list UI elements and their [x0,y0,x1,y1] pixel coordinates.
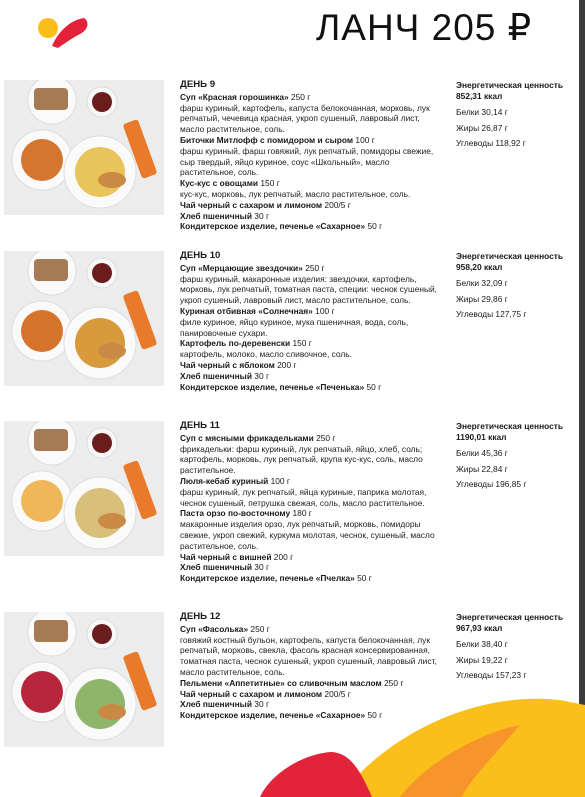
day-title: ДЕНЬ 9 [180,79,216,90]
dish-line [180,552,442,563]
nutrition-panel [456,80,581,154]
dish-line [180,135,442,146]
dish-line [180,382,442,393]
dish-line [180,699,442,710]
energy-value: Энергетическая ценность 1190,01 ккал [456,421,564,442]
brand-logo-icon [36,12,92,50]
dish-name: Кондитерское изделие, печенье «Пчелка» [180,573,355,584]
dish-weight: 30 г [251,562,269,573]
dish-ingredients: филе куриное, яйцо куриное, мука пшеничная, вода, соль, панировочные сухари. [180,316,409,338]
dish-ingredients: картофель, молоко, масло сливочное, соль. [180,349,352,360]
dish-name: Паста орзо по-восточному [180,508,291,519]
dish-line [180,562,442,573]
meal-photo [4,421,164,556]
dish-weight: 150 г [258,178,280,189]
dish-ingredients: фрикадельки: фарш куриный, лук репчатый, яйцо, хлеб, соль; картофель, морковь, лук репчатый, крупа кус-кус, соль, масло растительное. [180,443,423,476]
dish-weight: 200/5 г [322,688,351,699]
dish-line [180,178,442,189]
nutrition-panel [456,612,581,686]
meal-photo [4,80,164,215]
dish-line [180,689,442,700]
meal-photo [4,612,164,747]
dish-weight: 100 г [353,134,375,145]
carbs-value: Углеводы 157,23 г [456,670,527,681]
dish-name: Куриная отбивная «Солнечная» [180,305,313,316]
menu-list [180,421,442,584]
dish-name: Пельмени «Аппетитные» со сливочным маслом [180,677,382,688]
dish-name: Чай черный с яблоком [180,359,275,370]
protein-value: Белки 45,36 г [456,448,508,459]
dish-line [180,476,442,487]
menu-list [180,612,442,721]
dish-line [180,371,442,382]
day-title: ДЕНЬ 10 [180,250,221,261]
dish-line [180,263,442,274]
protein-value: Белки 30,14 г [456,107,508,118]
dish-ingredients: макаронные изделия орзо, лук репчатый, морковь, помидоры свежие, укроп свежий, куркума молотая, чеснок, сушеный, масло растительное, соль. [180,519,435,551]
dish-ingredients: фарш куриный, макаронные изделия: звездочки, картофель, морковь, лук репчатый, томатная паста, специи: чеснок сушеный, укроп сушеный, лавровый лист, масло растительное, соль. [180,273,438,306]
protein-value: Белки 32,09 г [456,278,508,289]
dish-name: Хлеб пшеничный [180,699,252,710]
dish-weight: 250 г [302,262,325,273]
energy-value: Энергетическая ценность 958,20 ккал [456,251,564,272]
energy-value: Энергетическая ценность 967,93 ккал [456,612,564,633]
nutrition-panel [456,251,581,325]
dish-weight: 200 г [271,551,294,562]
carbs-value: Углеводы 118,92 г [456,138,526,149]
dish-weight: 30 г [251,210,269,221]
dish-line [180,624,442,635]
dish-weight: 100 г [268,475,290,486]
dish-weight: 30 г [251,699,269,710]
dish-weight: 50 г [364,381,382,392]
dish-weight: 100 г [312,305,335,316]
dish-weight: 180 г [290,508,312,519]
meal-photo [4,251,164,386]
dish-line [180,710,442,721]
carbs-value: Углеводы 127,75 г [456,309,527,320]
page-title: ЛАНЧ 205 ₽ [316,7,533,48]
dish-weight: 200/5 г [322,199,351,210]
dish-weight: 250 г [313,432,336,443]
nutrition-panel [456,421,581,495]
dish-line [180,306,442,317]
dish-name: Чай черный с вишней [180,551,272,562]
day-title: ДЕНЬ 12 [180,611,221,622]
dish-line [180,360,442,371]
dish-line [180,221,442,232]
dish-name: Кондитерское изделие, печенье «Сахарное» [180,710,366,721]
dish-ingredients: говяжий костный бульон, картофель, капуста белокочанная, лук репчатый, морковь, свекла, фасоль красная консервированная, томатная паста, чеснок сушеный, укроп сушеный, лавровый лист, масло растительное, соль. [180,634,437,677]
dish-weight: 200 г [274,359,297,370]
dish-ingredients: фарш куриный, фарш говяжий, лук репчатый, помидоры свежие, сыр твердый, яйцо куриное, соус «Школьный», масло растительное, соль. [180,145,434,178]
dish-name: Суп «Мерцающие звездочки» [180,262,303,273]
dish-name: Кондитерское изделие, печенье «Сахарное» [180,221,366,232]
fat-value: Жиры 22,84 г [456,463,508,474]
dish-line [180,200,442,211]
dish-line [180,433,442,444]
dish-name: Картофель по-деревенски [180,338,291,349]
carbs-value: Углеводы 196,85 г [456,479,527,490]
dish-name: Хлеб пшеничный [180,370,252,381]
menu-list [180,251,442,392]
dish-line [180,92,442,103]
fat-value: Жиры 19,22 г [456,654,508,665]
protein-value: Белки 38,40 г [456,639,508,650]
dish-name: Суп «Фасолька» [180,623,249,634]
dish-weight: 250 г [288,91,311,102]
dish-name: Суп «Красная горошинка» [180,91,289,102]
menu-list [180,80,442,232]
dish-line [180,678,442,689]
dish-line [180,338,442,349]
fat-value: Жиры 29,86 г [456,293,508,304]
dish-weight: 50 г [354,573,372,584]
dish-weight: 50 г [365,710,383,721]
dish-ingredients: кус-кус, морковь, лук репчатый, масло растительное, соль. [180,188,411,199]
dish-name: Чай черный с сахаром и лимоном [180,688,323,699]
dish-weight: 50 г [365,221,383,232]
fat-value: Жиры 26,87 г [456,122,508,133]
dish-name: Суп с мясными фрикадельками [180,432,314,443]
dish-ingredients: фарш куриный, лук репчатый, яйца куриные, паприка молотая, чеснок сушеный, петрушка свежая, соль, масло растительное. [180,486,427,508]
dish-name: Кус-кус с овощами [180,178,259,189]
dish-name: Люля-кебаб куриный [180,475,269,486]
dish-line [180,508,442,519]
dish-weight: 250 г [381,677,404,688]
energy-value: Энергетическая ценность 852,31 ккал [456,80,564,101]
dish-weight: 250 г [248,623,270,634]
day-title: ДЕНЬ 11 [180,420,220,431]
dish-ingredients: фарш куриный, картофель, капуста белокочанная, морковь, лук репчатый, чечевица красная, укроп сушеный, лавровый лист, масло растительное, соль. [180,102,430,135]
dish-weight: 30 г [251,370,269,381]
dish-name: Биточки Митлофф с помидором и сыром [180,134,354,145]
dish-line [180,573,442,584]
dish-line [180,211,442,222]
dish-name: Хлеб пшеничный [180,210,252,221]
dish-name: Кондитерское изделие, печенье «Печенька» [180,381,365,392]
dish-weight: 150 г [290,338,312,349]
dish-name: Хлеб пшеничный [180,562,252,573]
dish-name: Чай черный с сахаром и лимоном [180,199,323,210]
